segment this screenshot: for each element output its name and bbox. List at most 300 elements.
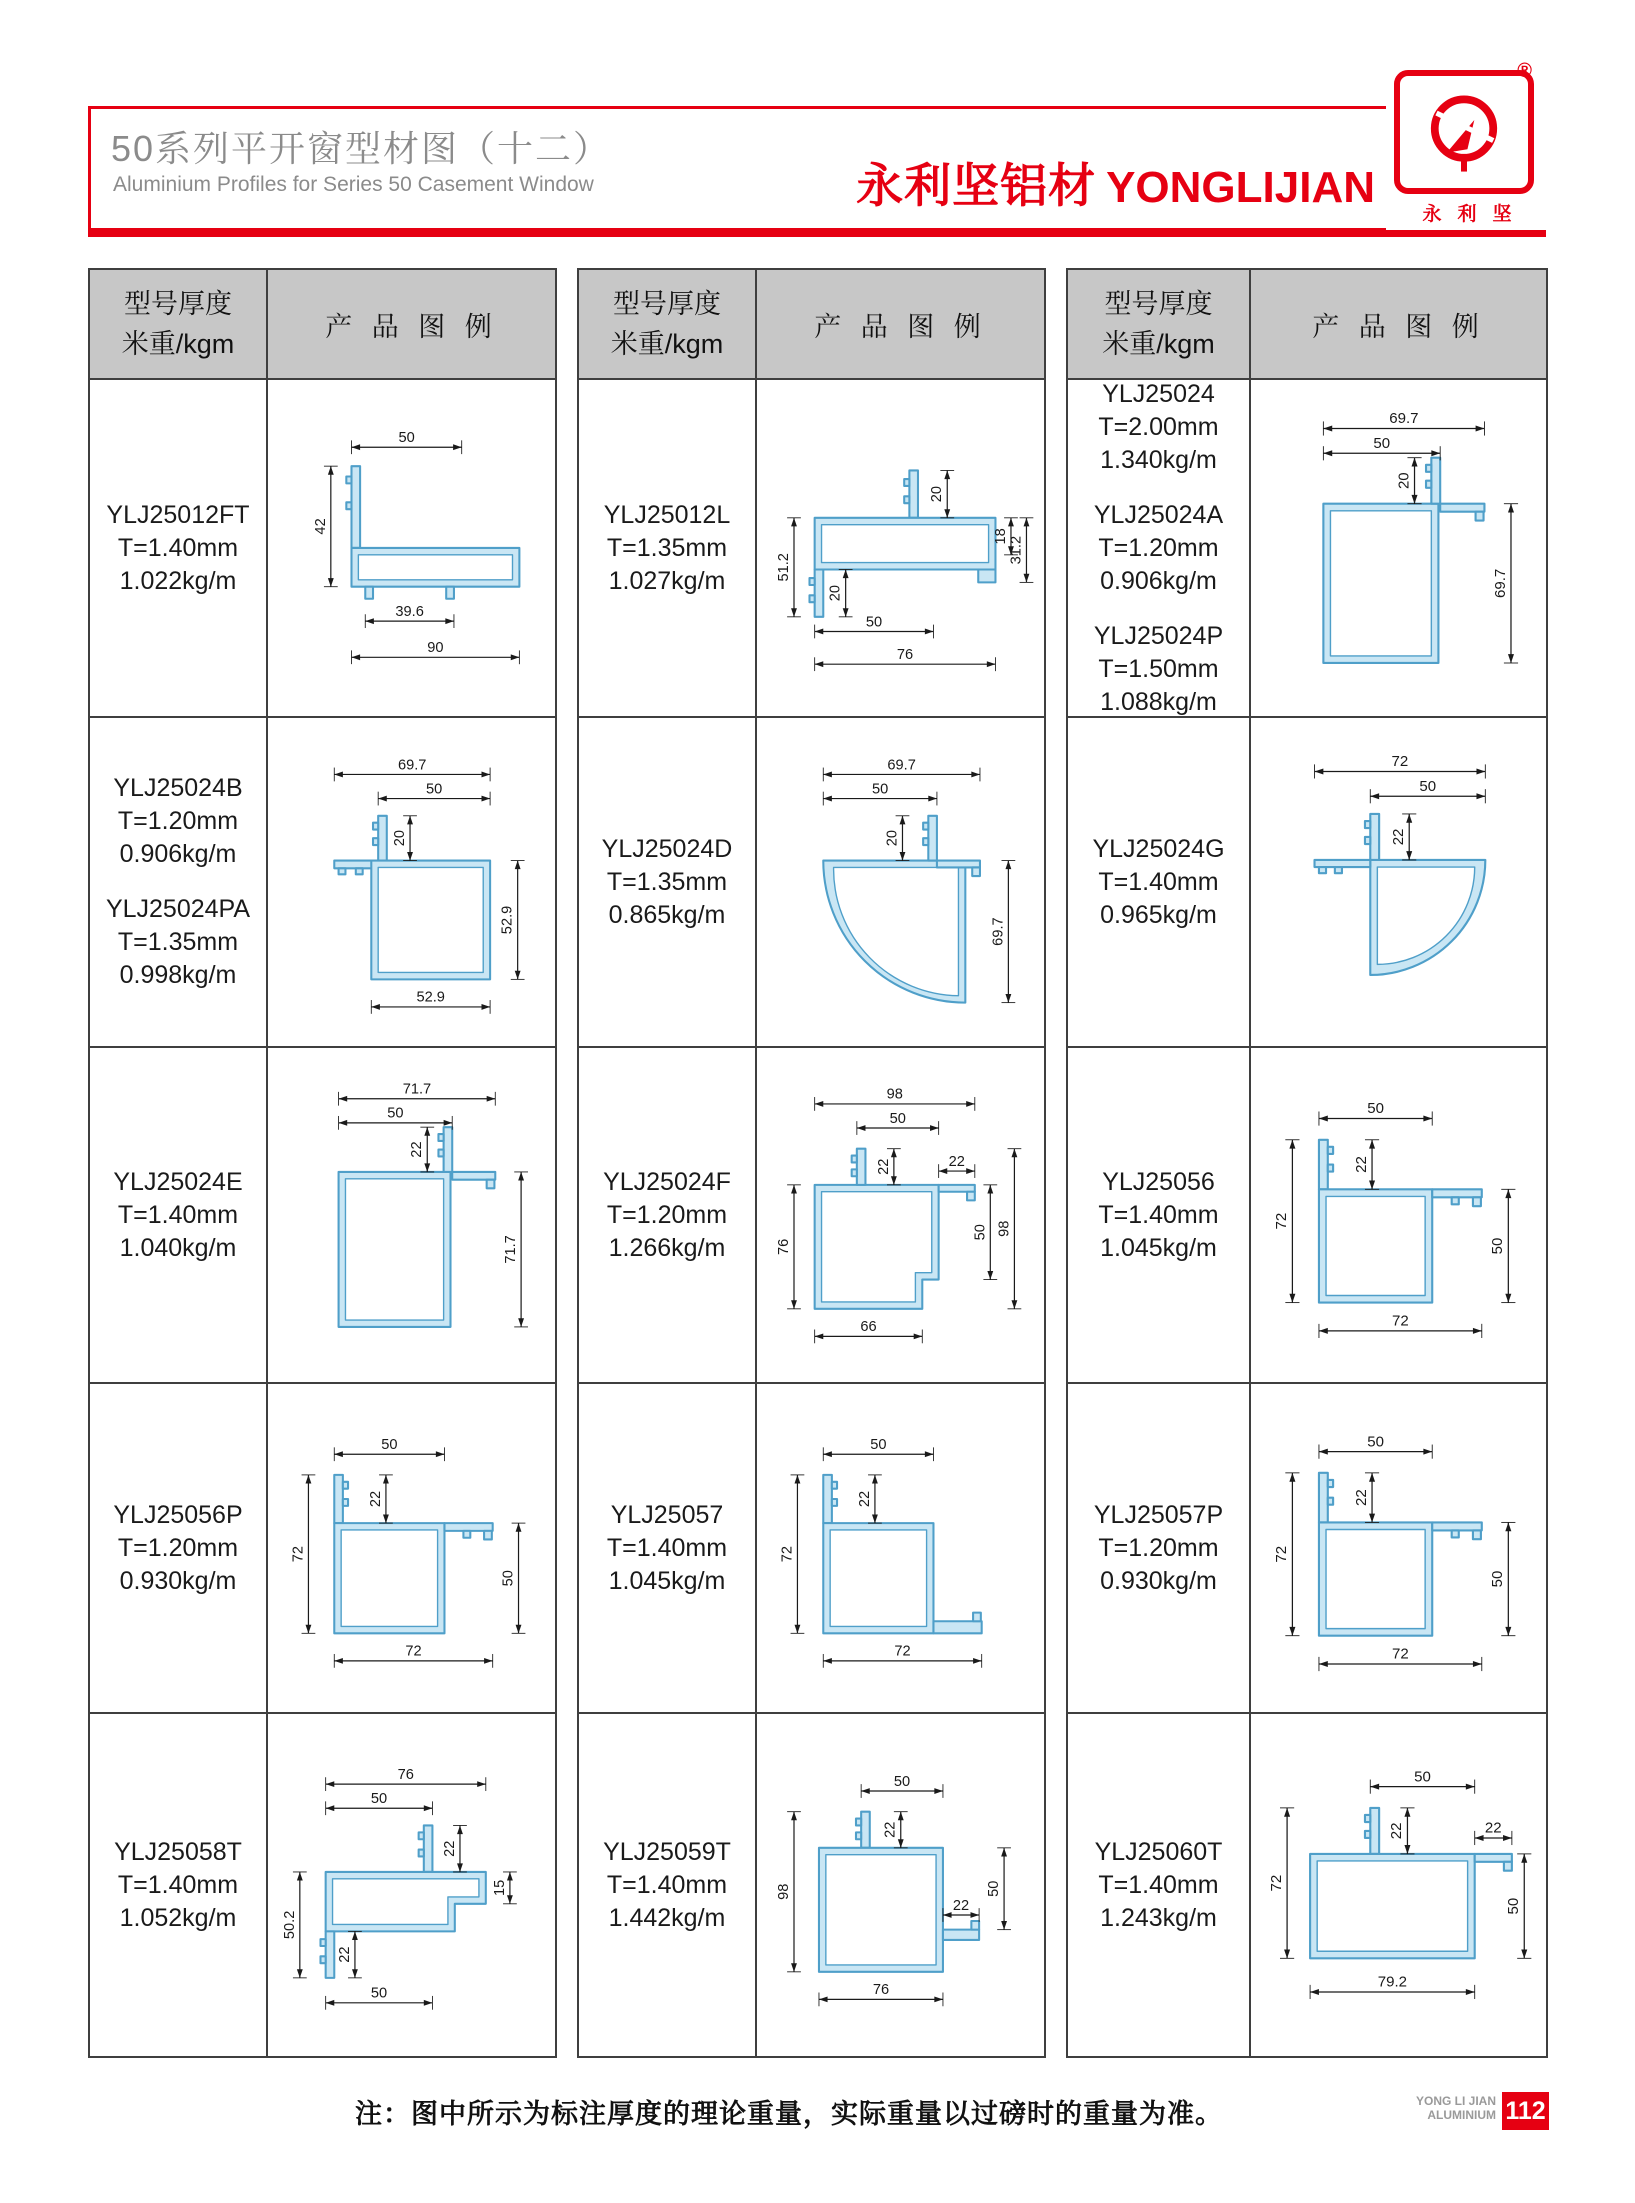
col-header-spec-line2: 米重/kgm [610,329,724,359]
svg-text:50.2: 50.2 [281,1910,298,1940]
svg-text:71.7: 71.7 [402,1081,431,1098]
footer-brand-line2: ALUMINIUM [1427,2108,1496,2122]
svg-text:50: 50 [380,1436,398,1453]
profile-diagram [763,1719,1039,2051]
svg-text:50: 50 [370,1791,387,1808]
dimension [351,640,519,664]
profile-diagram [1257,385,1540,711]
dimension [876,1149,901,1185]
svg-text:22: 22 [948,1153,965,1170]
svg-text:22: 22 [1352,1489,1370,1506]
dimension [1323,435,1440,460]
dimension [409,1127,434,1172]
model-thickness: T=1.20mm [1098,1533,1219,1562]
profile-cross-section [1310,1808,1512,1958]
dimension [882,1812,907,1848]
svg-text:39.6: 39.6 [395,604,424,621]
diagram-cell [1251,1048,1546,1384]
dimension [929,471,954,518]
profile-spec [604,499,731,598]
dimension [827,570,852,617]
svg-text:50: 50 [1367,1100,1384,1118]
dimension [819,1982,943,2006]
spec-cell [90,380,268,718]
spec-cell [579,1048,757,1384]
model-weight: 0.906kg/m [119,840,237,868]
diagram-cell [1251,380,1546,718]
dimension [776,518,801,617]
dimension [1395,458,1421,504]
svg-text:51.2: 51.2 [775,553,792,582]
dimension [1319,1433,1432,1458]
dimension [503,1172,528,1327]
model-thickness: T=1.40mm [1098,1200,1219,1229]
dimension [1323,410,1484,435]
spec-cell [579,1714,757,2056]
dimension [365,604,454,628]
dimension [1492,504,1518,663]
dimension [1319,1646,1482,1671]
dimension [861,1774,943,1798]
dimension [1008,518,1033,583]
dimension [282,1872,307,1978]
spec-cell [579,718,757,1048]
profile-diagram [763,1053,1039,1377]
model-weight: 1.045kg/m [608,1566,726,1595]
profile-spec [113,1499,242,1598]
dimension [814,614,933,638]
spec-cell [1068,1048,1251,1384]
svg-text:20: 20 [391,829,408,847]
dimension [823,757,980,781]
svg-text:69.7: 69.7 [1389,410,1419,428]
model-weight: 0.965kg/m [1100,900,1217,929]
model-thickness: T=1.35mm [606,533,728,562]
dimension [776,1812,801,1972]
col-header-spec [1068,270,1251,380]
brand-english: YONGLIJIAN [1106,163,1375,212]
model-thickness: T=1.40mm [117,1870,239,1899]
svg-text:50: 50 [1489,1237,1507,1255]
dimension [857,1475,882,1523]
svg-text:20: 20 [884,829,901,847]
model-weight: 1.266kg/m [608,1233,726,1262]
dimension [996,1149,1021,1309]
svg-text:50: 50 [871,781,888,798]
model-thickness: T=2.00mm [1098,412,1219,441]
profile-cross-section [334,816,490,980]
model-thickness: T=1.40mm [1098,1870,1219,1899]
model-weight: 0.865kg/m [608,900,726,929]
dimension [1370,1768,1474,1793]
model-weight: 0.998kg/m [119,961,237,989]
svg-text:69.7: 69.7 [887,757,916,774]
svg-text:22: 22 [952,1897,969,1914]
page-title: 50系列平开窗型材图（十二） [111,128,612,169]
svg-text:50: 50 [370,1985,387,2002]
svg-text:50: 50 [893,1773,910,1790]
profile-spec [106,499,249,598]
svg-text:22: 22 [441,1840,458,1857]
model-name: YLJ25024D [601,834,733,863]
svg-text:72: 72 [1391,1645,1409,1663]
svg-text:22: 22 [875,1158,892,1175]
diagram-cell [268,1384,555,1714]
profile-diagram [763,1389,1039,1707]
dimension [1489,1522,1515,1635]
svg-text:15: 15 [491,1879,508,1897]
profile-cross-section [819,1812,979,1972]
svg-text:50: 50 [985,1880,1002,1898]
diagram-cell [1251,718,1546,1048]
model-name: YLJ25024A [1093,500,1224,529]
page-header [88,106,1546,237]
svg-text:18: 18 [992,528,1009,545]
profile-cross-section [334,1475,492,1633]
svg-text:72: 72 [405,1643,422,1660]
spec-cell [579,1384,757,1714]
svg-text:50: 50 [1419,777,1437,795]
model-weight: 1.243kg/m [1100,1903,1217,1932]
model-name: YLJ25060T [1094,1837,1223,1866]
dimension [492,1872,517,1904]
svg-text:72: 72 [1391,1312,1409,1330]
model-weight: 1.022kg/m [119,566,237,595]
footer-brand [1408,2094,1496,2122]
svg-text:22: 22 [367,1490,384,1508]
model-weight: 1.442kg/m [608,1903,726,1932]
svg-text:50: 50 [1414,1768,1431,1786]
svg-text:90: 90 [427,640,444,657]
logo-emblem [1394,60,1534,194]
profile-cross-section [814,1149,974,1309]
spec-cell [90,718,268,1048]
col-header-spec-line1: 型号厚度 [124,289,232,319]
dimension [1353,1140,1379,1190]
dimension [500,1523,525,1633]
dimension [1310,1974,1475,1999]
dimension [1268,1808,1294,1958]
svg-text:52.9: 52.9 [499,905,516,935]
model-name: YLJ25024E [113,1167,243,1196]
dimension [943,1898,979,1922]
model-name: YLJ25057 [610,1500,724,1529]
dimension [823,781,937,805]
svg-text:22: 22 [336,1946,353,1963]
dimension [1388,1808,1414,1854]
svg-text:50: 50 [386,1105,404,1122]
svg-text:22: 22 [1388,1822,1406,1840]
diagram-cell [757,1384,1044,1714]
dimension [776,1185,801,1309]
svg-text:20: 20 [1395,472,1413,490]
catalog-panel-2 [577,268,1046,2058]
profile-diagram [274,1053,550,1377]
model-thickness: T=1.35mm [606,867,728,896]
model-name: YLJ25024F [603,1167,731,1196]
svg-text:52.9: 52.9 [416,989,445,1006]
profile-spec [602,833,733,932]
model-name: YLJ25056P [113,1500,243,1529]
profile-spec [106,893,250,992]
dimension [325,1986,432,2010]
svg-text:22: 22 [882,1821,899,1839]
model-name: YLJ25059T [603,1837,731,1866]
col-header-spec-line2: 米重/kgm [121,329,235,359]
model-weight: 0.906kg/m [1100,566,1217,595]
profile-spec [607,1499,727,1598]
footer-note: 注：图中所示为标注厚度的理论重量，实际重量以过磅时的重量为准。 [355,2099,1223,2129]
svg-text:22: 22 [856,1490,873,1508]
svg-text:72: 72 [1391,753,1409,771]
profile-cross-section [1319,1140,1482,1303]
dimension [884,816,909,861]
profile-spec [114,1836,242,1935]
svg-text:50: 50 [1367,1433,1384,1451]
profile-diagram [1257,723,1540,1041]
dimension [371,990,490,1014]
profile-diagram [1257,1389,1540,1707]
dimension [1390,814,1416,860]
svg-text:72: 72 [894,1643,911,1660]
profile-diagram [763,385,1039,711]
diagram-cell [757,380,1044,718]
svg-text:76: 76 [872,1982,889,1999]
svg-text:79.2: 79.2 [1377,1973,1407,1991]
model-thickness: T=1.40mm [117,1200,239,1229]
col-header-spec [90,270,268,380]
svg-text:22: 22 [408,1141,425,1158]
svg-text:50: 50 [1489,1570,1507,1588]
svg-text:42: 42 [312,518,329,535]
footer-brand-line1: YONG LI JIAN [1415,2094,1496,2108]
profile-diagram [274,385,550,711]
model-thickness: T=1.40mm [117,533,239,562]
model-name: YLJ25012L [603,500,731,529]
profile-cross-section [1319,1473,1482,1636]
svg-text:76: 76 [397,1767,414,1784]
dimension [823,1644,981,1668]
dimension [814,1087,974,1111]
svg-text:98: 98 [886,1086,903,1103]
profile-diagram [1257,1719,1540,2051]
dimension [938,1154,974,1178]
model-weight: 1.052kg/m [119,1903,237,1932]
brand-wordmark [856,149,1375,216]
diagram-cell [268,1048,555,1384]
svg-text:50: 50 [398,430,415,447]
dimension [290,1475,315,1633]
company-logo [1386,60,1548,230]
dimension [972,1185,997,1280]
dimension [1273,1473,1299,1636]
profile-spec [603,1836,731,1935]
spec-cell [90,1048,268,1384]
dimension [1314,753,1485,778]
svg-text:50: 50 [425,781,443,798]
profile-diagram [763,723,1039,1041]
svg-text:72: 72 [779,1545,796,1563]
profile-spec [1098,380,1218,477]
model-name: YLJ25024PA [105,895,251,923]
dimension [351,430,461,454]
profile-spec [1098,1166,1218,1265]
svg-text:22: 22 [1389,828,1407,846]
profile-spec [1094,1499,1223,1598]
dimension [823,1437,933,1461]
model-name: YLJ25024 [1102,380,1215,408]
profile-spec [113,1166,242,1265]
svg-text:50: 50 [972,1224,989,1241]
svg-text:98: 98 [996,1220,1013,1237]
dimension [1273,1140,1299,1303]
col-header-spec-line1: 型号厚度 [1104,289,1213,319]
diagram-cell [268,718,555,1048]
dimension [1475,1820,1512,1845]
dimension [1489,1189,1515,1302]
page-subtitle: Aluminium Profiles for Series 50 Casement Window [113,173,594,196]
spec-cell [1068,380,1251,718]
svg-text:76: 76 [896,647,913,664]
dimension [325,1767,485,1791]
model-weight: 1.088kg/m [1100,687,1217,716]
dimension [990,860,1015,1002]
spec-cell [1068,1384,1251,1714]
model-weight: 1.340kg/m [1100,445,1217,474]
col-header-spec [579,270,757,380]
dimension [337,1931,362,1977]
svg-text:22: 22 [1352,1156,1370,1173]
profile-spec [113,772,242,871]
diagram-cell [757,1714,1044,2056]
col-header-spec-line2: 米重/kgm [1102,329,1215,359]
dimension [442,1826,467,1872]
dimension [814,647,995,671]
registered-trademark-icon: ® [1517,60,1532,82]
svg-text:50: 50 [889,1110,906,1127]
svg-text:72: 72 [1267,1874,1285,1892]
dimension [338,1082,495,1106]
model-weight: 0.930kg/m [1100,1566,1217,1595]
model-thickness: T=1.35mm [117,928,239,956]
svg-text:31.2: 31.2 [1008,535,1025,565]
model-name: YLJ25056 [1102,1167,1215,1196]
catalog-panel-3 [1066,268,1548,2058]
dimension [368,1475,393,1523]
svg-text:50: 50 [865,614,882,631]
dimension [313,466,338,587]
dimension [814,1319,922,1343]
svg-text:69.7: 69.7 [1491,568,1509,599]
profile-cross-section [346,466,519,599]
svg-text:20: 20 [928,486,945,503]
svg-text:72: 72 [1273,1212,1291,1230]
diagram-cell [268,380,555,718]
model-weight: 1.045kg/m [1100,1233,1217,1262]
logo-swirl-icon [1421,89,1507,175]
dimension [334,757,490,781]
svg-text:50: 50 [1373,434,1391,452]
svg-text:20: 20 [827,585,844,602]
svg-text:50: 50 [869,1436,887,1453]
svg-text:98: 98 [775,1883,792,1901]
dimension [499,860,524,979]
model-name: YLJ25012FT [106,500,250,529]
model-weight: 1.040kg/m [119,1233,237,1262]
svg-text:66: 66 [860,1319,877,1336]
svg-text:71.7: 71.7 [502,1235,519,1264]
dimension [779,1475,804,1633]
profile-spec [1094,620,1223,719]
profile-diagram [274,1389,550,1707]
dimension [325,1791,432,1815]
svg-text:22: 22 [1484,1819,1502,1837]
model-thickness: T=1.20mm [117,1533,239,1562]
model-name: YLJ25024B [113,774,243,802]
svg-text:69.7: 69.7 [397,757,427,774]
svg-text:76: 76 [775,1238,792,1255]
profile-diagram [274,723,550,1041]
model-name: YLJ25024G [1092,834,1225,863]
model-name: YLJ25024P [1093,621,1224,650]
model-thickness: T=1.50mm [1098,654,1219,683]
dimension [334,1644,492,1668]
dimension [338,1106,452,1130]
svg-text:72: 72 [1273,1545,1291,1563]
profile-spec [1092,833,1224,932]
profile-cross-section [823,816,980,1003]
model-name: YLJ25057P [1093,1500,1224,1529]
model-thickness: T=1.20mm [117,807,239,835]
profile-diagram [1257,1053,1540,1377]
svg-text:72: 72 [290,1545,307,1563]
model-thickness: T=1.40mm [1098,867,1219,896]
catalog-panel-1 [88,268,557,2058]
svg-text:69.7: 69.7 [990,917,1007,946]
col-header-diagram: 产 品 图 例 [1251,270,1546,380]
model-name: YLJ25058T [114,1837,242,1866]
spec-cell [1068,718,1251,1048]
spec-cell [90,1714,268,2056]
dimension [1319,1100,1432,1125]
model-thickness: T=1.20mm [606,1200,728,1229]
diagram-cell [757,1048,1044,1384]
svg-text:50: 50 [1504,1897,1522,1915]
svg-text:50: 50 [500,1569,517,1587]
dimension [857,1111,939,1135]
model-thickness: T=1.20mm [1098,533,1219,562]
spec-cell [579,380,757,718]
dimension [378,781,490,805]
profile-diagram [274,1719,550,2051]
dimension [1353,1473,1379,1523]
page-number-badge: 112 [1502,2092,1549,2130]
model-weight: 0.930kg/m [119,1566,237,1595]
diagram-cell [757,718,1044,1048]
col-header-diagram: 产 品 图 例 [757,270,1044,380]
model-thickness: T=1.40mm [606,1870,728,1899]
diagram-cell [1251,1714,1546,2056]
dimension [1319,1313,1482,1338]
logo-characters: 永利坚 [1422,204,1528,225]
profile-spec [603,1166,731,1265]
dimension [392,816,417,861]
spec-cell [1068,1714,1251,2056]
dimension [1370,778,1485,803]
col-header-spec-line1: 型号厚度 [613,289,721,319]
profile-cross-section [823,1475,981,1633]
dimension [986,1848,1011,1930]
